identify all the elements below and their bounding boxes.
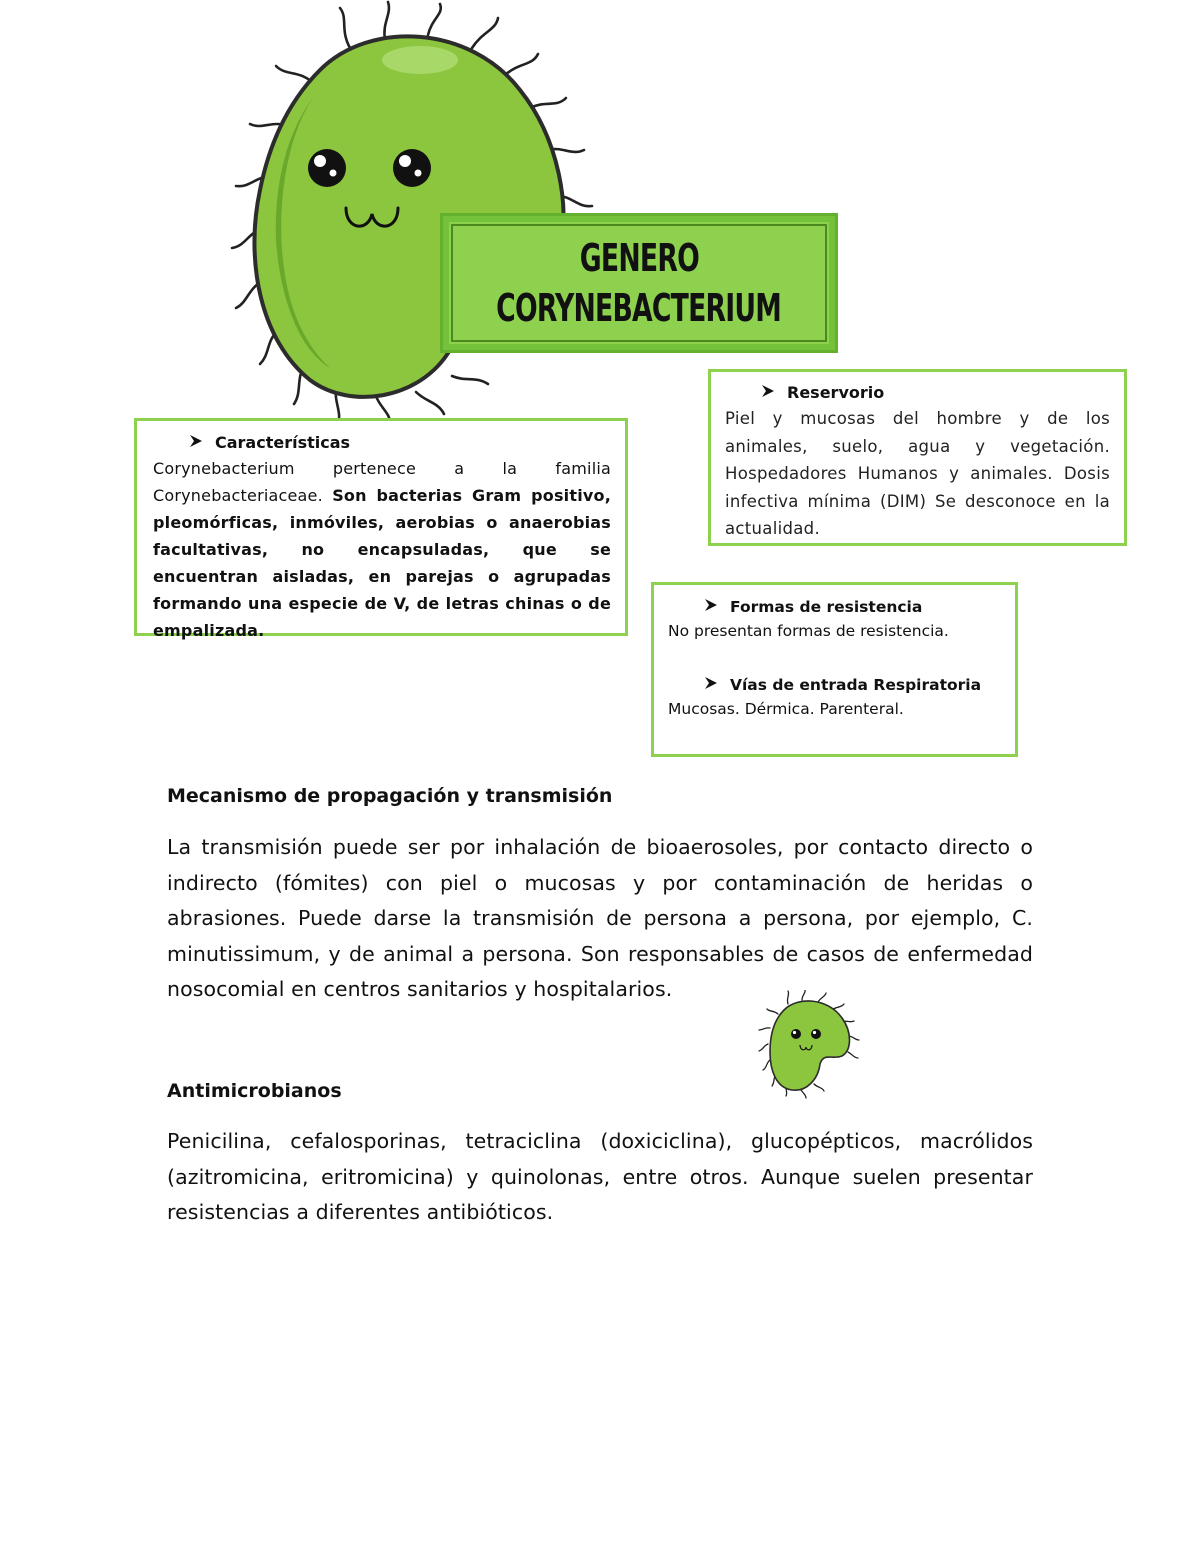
reservorio-heading: Reservorio — [787, 383, 885, 402]
vias-heading-row — [704, 673, 1003, 697]
caracteristicas-text — [153, 455, 611, 644]
caracteristicas-box — [134, 418, 628, 640]
antimicrobianos-text: Penicilina, cefalosporinas, tetraciclina (doxiciclina), glucopépticos, macrólidos (azitromicina, eritromicina) y quinolonas, entre otros. Aunque suelen presentar resistencias a diferentes antibióticos. — [167, 1129, 1033, 1224]
vias-text: Mucosas. Dérmica. Parenteral. — [668, 700, 904, 718]
title-banner — [440, 213, 838, 353]
title-line-2: CORYNEBACTERIUM — [496, 286, 782, 330]
arrowhead-bullet-icon — [189, 431, 205, 455]
vias-heading: Vías de entrada Respiratoria — [730, 676, 982, 694]
formas-heading: Formas de resistencia — [730, 598, 923, 616]
title-line-1: GENERO — [579, 236, 699, 280]
arrowhead-bullet-icon — [704, 673, 720, 697]
caracteristicas-heading: Características — [215, 433, 351, 452]
antimicrobianos-heading: Antimicrobianos — [167, 1080, 342, 1102]
bacterium-mascot-small — [758, 990, 862, 1102]
formas-heading-row — [704, 595, 1003, 619]
caracteristicas-heading-row — [189, 431, 611, 455]
arrowhead-bullet-icon — [761, 381, 777, 405]
arrowhead-bullet-icon — [704, 595, 720, 619]
reservorio-box — [708, 369, 1127, 546]
reservorio-heading-row — [761, 381, 1110, 405]
mecanismo-text: La transmisión puede ser por inhalación de bioaerosoles, por contacto directo o indirecto (fómites) con piel o mucosas y por contaminación de heridas o abrasiones. Puede darse la transmisión de persona a persona, por ejemplo, C. minutissimum, y de animal a persona. Son responsables de casos de enfermedad nosocomial en centros sanitarios y hospitalarios. — [167, 835, 1033, 1001]
mecanismo-heading: Mecanismo de propagación y transmisión — [167, 785, 613, 807]
formas-vias-box — [651, 582, 1018, 757]
reservorio-text: Piel y mucosas del hombre y de los animales, suelo, agua y vegetación. Hospedadores Humanos y animales. Dosis infectiva mínima (DIM) Se desconoce en la actualidad. — [725, 409, 1110, 538]
formas-text: No presentan formas de resistencia. — [668, 622, 949, 640]
caracteristicas-text-plain: Corynebacterium pertenece a la familia Corynebacteriaceae. — [153, 459, 611, 505]
caracteristicas-text-bold: Son bacterias Gram positivo, pleomórficas, inmóviles, aerobias o anaerobias facultativas, no encapsuladas, que se encuentran aisladas, en parejas o agrupadas formando una especie de V, de letras chinas o de empalizada. — [153, 486, 611, 640]
